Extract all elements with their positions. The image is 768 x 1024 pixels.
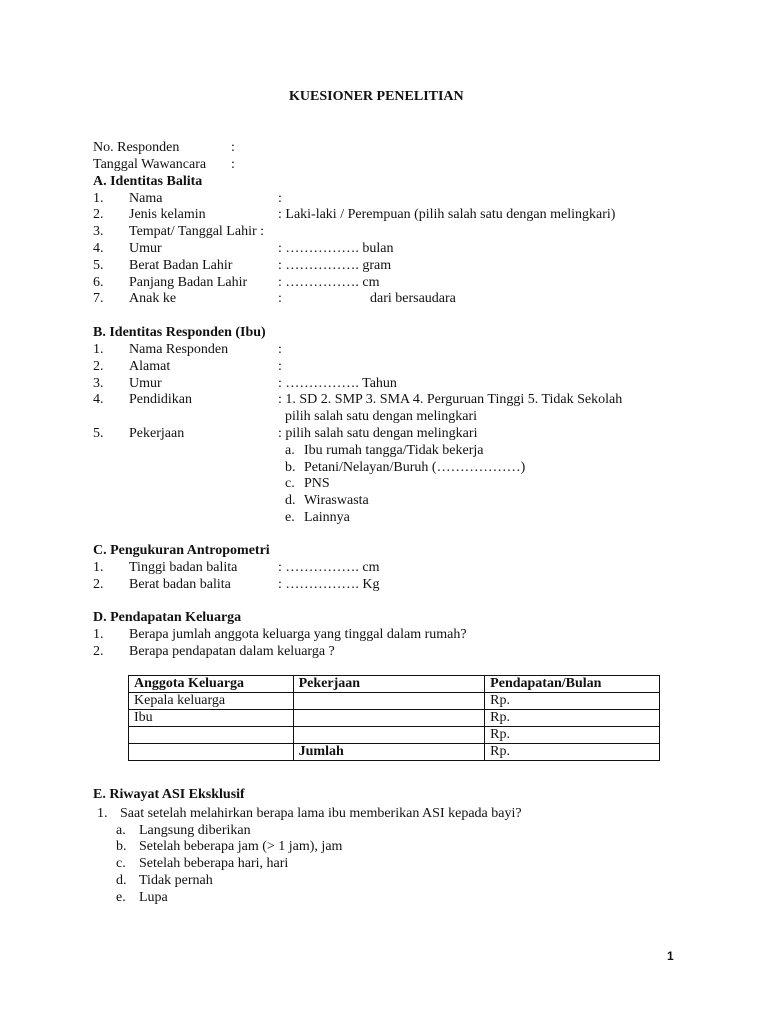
birth-order-label: Anak ke <box>129 291 177 306</box>
education-instruction: pilih salah satu dengan melingkari <box>285 409 478 424</box>
household-members-question: Berapa jumlah anggota keluarga yang tinggal dalam rumah? <box>129 627 467 642</box>
breastfeeding-option: Lupa <box>139 890 168 905</box>
option-letter: c. <box>116 856 126 871</box>
child-age-label: Umur <box>129 241 162 256</box>
child-height-value: : ……………. cm <box>278 560 380 575</box>
address-label: Alamat <box>129 359 171 374</box>
option-letter: b. <box>285 460 296 475</box>
occupation-option: Ibu rumah tangga/Tidak bekerja <box>304 443 484 458</box>
item-number: 3. <box>93 224 104 239</box>
table-cell: Rp. <box>485 710 660 727</box>
table-row <box>129 744 660 761</box>
respondent-name-label: Nama Responden <box>129 342 229 357</box>
option-letter: a. <box>116 823 126 838</box>
education-label: Pendidikan <box>129 392 192 407</box>
table-cell: Rp. <box>485 727 660 744</box>
table-cell <box>293 710 485 727</box>
occupation-option: Wiraswasta <box>304 493 369 508</box>
table-cell: Rp. <box>485 744 660 761</box>
table-cell <box>293 727 485 744</box>
option-letter: d. <box>285 493 296 508</box>
gender-value: : Laki-laki / Perempuan (pilih salah satu dengan melingkari) <box>278 207 616 222</box>
birth-order-suffix: dari bersaudara <box>370 291 456 306</box>
item-number: 1. <box>93 560 104 575</box>
interview-date-label: Tanggal Wawancara <box>93 157 207 172</box>
table-cell <box>293 693 485 710</box>
birthplace-date-label: Tempat/ Tanggal Lahir : <box>129 224 265 239</box>
breastfeeding-option: Langsung diberikan <box>139 823 251 838</box>
table-cell <box>129 727 294 744</box>
item-number: 5. <box>93 426 104 441</box>
section-b-heading: B. Identitas Responden (Ibu) <box>93 325 266 340</box>
table-total-label: Jumlah <box>293 744 485 761</box>
item-number: 1. <box>97 806 108 821</box>
respondent-number-label: No. Responden <box>93 140 180 155</box>
item-number: 2. <box>93 207 104 222</box>
mother-age-label: Umur <box>129 376 162 391</box>
table-row <box>129 727 660 744</box>
column-header: Anggota Keluarga <box>129 676 294 693</box>
section-c-heading: C. Pengukuran Antropometri <box>93 543 270 558</box>
breastfeeding-option: Setelah beberapa jam (> 1 jam), jam <box>139 839 343 854</box>
child-weight-label: Berat badan balita <box>129 577 231 592</box>
option-letter: c. <box>285 476 295 491</box>
breastfeeding-option: Tidak pernah <box>139 873 213 888</box>
table-cell <box>129 744 294 761</box>
occupation-instruction: : pilih salah satu dengan melingkari <box>278 426 478 441</box>
occupation-option: PNS <box>304 476 330 491</box>
item-number: 2. <box>93 577 104 592</box>
option-letter: b. <box>116 839 127 854</box>
respondent-number-separator: : <box>231 140 235 155</box>
page-title: KUESIONER PENELITIAN <box>289 89 464 104</box>
section-a-heading: A. Identitas Balita <box>93 174 203 189</box>
table-row <box>129 710 660 727</box>
education-options: : 1. SD 2. SMP 3. SMA 4. Perguruan Tinggi 5. Tidak Sekolah <box>278 392 623 407</box>
child-height-label: Tinggi badan balita <box>129 560 238 575</box>
occupation-label: Pekerjaan <box>129 426 185 441</box>
household-income-question: Berapa pendapatan dalam keluarga ? <box>129 644 335 659</box>
column-header: Pendapatan/Bulan <box>485 676 660 693</box>
option-letter: e. <box>116 890 126 905</box>
child-name-label: Nama <box>129 191 163 206</box>
item-number: 3. <box>93 376 104 391</box>
child-age-value: : ……………. bulan <box>278 241 394 256</box>
interview-date-separator: : <box>231 157 235 172</box>
item-number: 2. <box>93 359 104 374</box>
column-header: Pekerjaan <box>293 676 485 693</box>
item-number: 5. <box>93 258 104 273</box>
occupation-option: Petani/Nelayan/Buruh (………………) <box>304 460 526 475</box>
table-cell: Kepala keluarga <box>129 693 294 710</box>
page-number: 1 <box>667 949 674 963</box>
child-weight-value: : ……………. Kg <box>278 577 380 592</box>
section-e-heading: E. Riwayat ASI Eksklusif <box>93 787 245 802</box>
gender-label: Jenis kelamin <box>129 207 206 222</box>
item-number: 4. <box>93 392 104 407</box>
respondent-name-value: : <box>278 342 282 357</box>
birth-weight-label: Berat Badan Lahir <box>129 258 233 273</box>
mother-age-value: : ……………. Tahun <box>278 376 397 391</box>
address-value: : <box>278 359 282 374</box>
option-letter: d. <box>116 873 127 888</box>
table-row <box>129 693 660 710</box>
item-number: 6. <box>93 275 104 290</box>
item-number: 1. <box>93 342 104 357</box>
birth-weight-value: : ……………. gram <box>278 258 392 273</box>
family-income-table <box>128 675 660 761</box>
breastfeeding-question: Saat setelah melahirkan berapa lama ibu memberikan ASI kepada bayi? <box>120 806 522 821</box>
birth-length-value: : ……………. cm <box>278 275 380 290</box>
table-cell: Rp. <box>485 693 660 710</box>
item-number: 7. <box>93 291 104 306</box>
table-cell: Ibu <box>129 710 294 727</box>
item-number: 2. <box>93 644 104 659</box>
option-letter: a. <box>285 443 295 458</box>
option-letter: e. <box>285 510 295 525</box>
item-number: 1. <box>93 627 104 642</box>
occupation-option: Lainnya <box>304 510 350 525</box>
item-number: 1. <box>93 191 104 206</box>
section-d-heading: D. Pendapatan Keluarga <box>93 610 242 625</box>
breastfeeding-option: Setelah beberapa hari, hari <box>139 856 289 871</box>
birth-length-label: Panjang Badan Lahir <box>129 275 248 290</box>
child-name-value: : <box>278 191 282 206</box>
birth-order-separator: : <box>278 291 282 306</box>
table-header-row <box>129 676 660 693</box>
item-number: 4. <box>93 241 104 256</box>
